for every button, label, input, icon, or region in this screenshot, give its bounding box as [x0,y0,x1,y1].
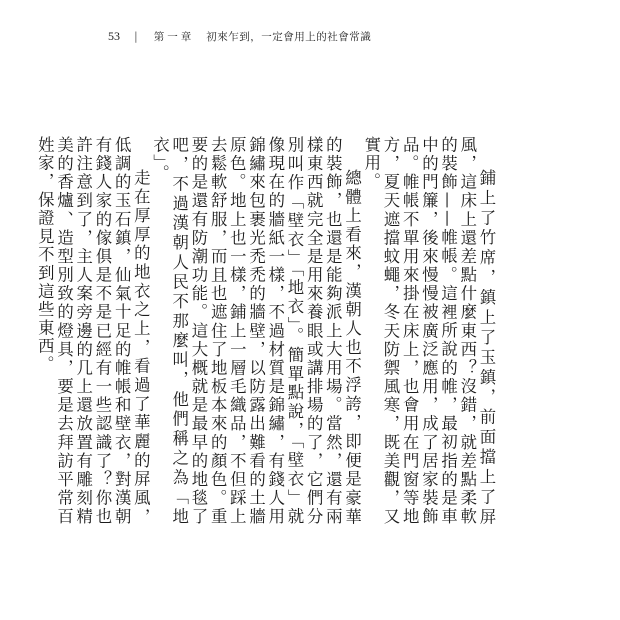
header-separator: | [134,29,138,43]
chapter-label: 第一章 [153,30,195,43]
page-number: 53 [108,28,120,43]
running-header [108,28,371,44]
chapter-title: 初來乍到，一定會用上的社會常識 [206,30,372,43]
paragraph: 鋪上了竹席，鎮上了玉鎮，前面擋上了屏風，這床上還差點什麼東西？沒錯，就差點柔軟的裝飾——帷帳。這裡所說的帷，最初指的是車中的門簾，後來慢慢被廣泛應用，成了居家裝飾品。帷帳不單用來掛在床上，也會用在門窗等地方，夏天遮擋蚊蠅，冬天防禦風寒，既美觀，又實用。 [361,136,496,526]
paragraph: 總體上看來，漢朝人也不浮誇，即便是豪華的裝飾，也還是能夠派上大用場。當然，還有兩樣東西就完全是用來養眼或講排場的了，它們分別叫作「壁衣」「地衣」。簡單點說，「壁衣」就像現在的牆紙一樣，不過材質是錦繡，有錢人用錦繡來包裹光禿禿的牆壁，以防露出難看的土牆原色。地上也一樣，鋪上一層毛織品，不但踩上去鬆軟舒服，而且也遮住了地板本來的顏色。重要的是還有防潮功能。這大概就是最早的地毯了吧，不過漢朝人民不那麼叫，他們稱之為「地衣」。 [150,136,362,526]
paragraph: 走在厚厚的地衣之上，看過了華麗的屏風，低調的玉石鎮，仙氣十足的帷帳和壁衣，對漢朝有錢人家的傢俱是不是已經有一些認識了？你也許注意到了，主人案旁邊的几上還放置有雕刻精美的香爐、造型別致的燈具，要是去拜訪平常百姓家，保證見不到這些東西。 [35,136,151,526]
page-body [35,136,496,526]
